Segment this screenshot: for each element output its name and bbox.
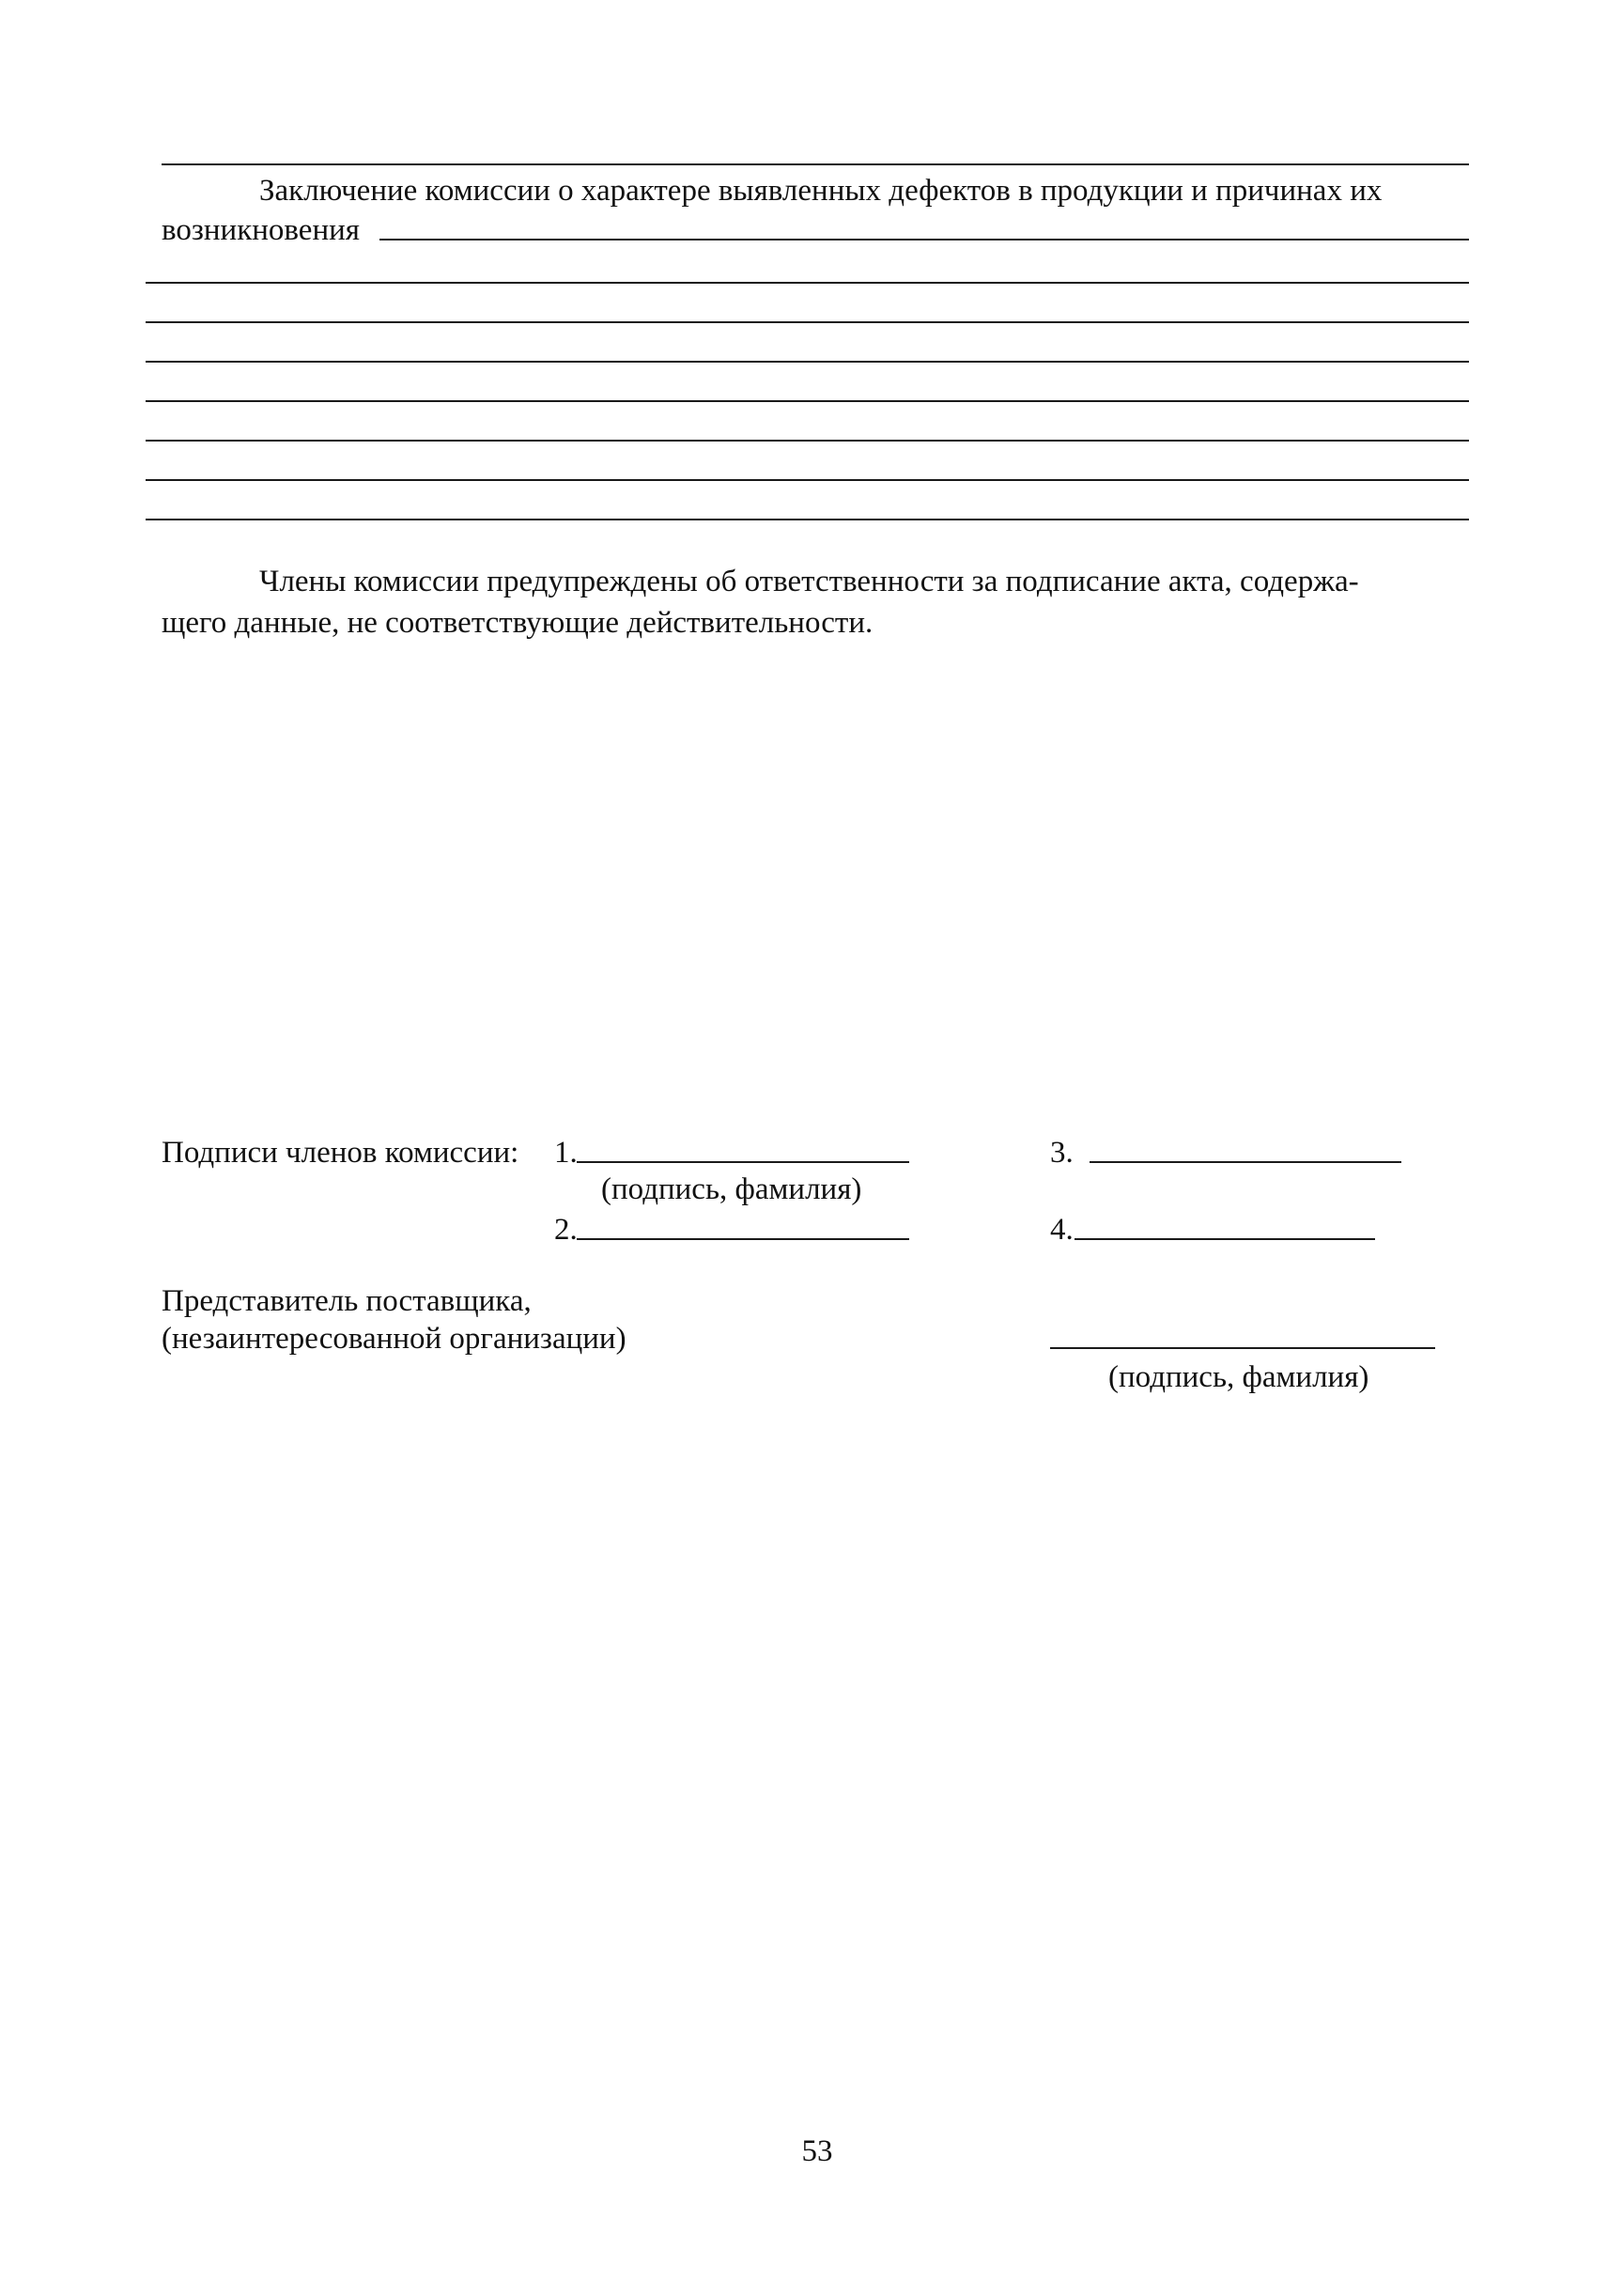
signature-line-1 xyxy=(577,1161,909,1163)
blank-line xyxy=(146,361,1469,363)
blank-line xyxy=(146,479,1469,481)
warning-line-2: щего данные, не соответствующие действительности. xyxy=(162,606,874,640)
signature-number-3: 3. xyxy=(1050,1136,1074,1170)
representative-line-1: Представитель поставщика, xyxy=(162,1284,532,1318)
representative-signature-line xyxy=(1050,1347,1435,1349)
signature-number-1: 1. xyxy=(554,1136,578,1170)
signature-line-4 xyxy=(1075,1238,1375,1240)
warning-line-1: Члены комиссии предупреждены об ответственности за подписание акта, содержа- xyxy=(259,565,1359,598)
conclusion-line-1: Заключение комиссии о характере выявленных дефектов в продукции и причинах их xyxy=(259,174,1383,208)
blank-line xyxy=(146,440,1469,442)
conclusion-fill-line xyxy=(379,239,1469,240)
blank-line xyxy=(146,282,1469,284)
signatures-label: Подписи членов комиссии: xyxy=(162,1136,519,1170)
signature-line-3 xyxy=(1090,1161,1401,1163)
representative-line-2: (незаинтересованной организации) xyxy=(162,1322,626,1356)
signature-number-2: 2. xyxy=(554,1213,578,1247)
page-number: 53 xyxy=(801,2134,833,2168)
conclusion-label: возникновения xyxy=(162,213,360,247)
blank-line xyxy=(146,519,1469,520)
signature-line-2 xyxy=(577,1238,909,1240)
signature-caption: (подпись, фамилия) xyxy=(601,1172,862,1206)
signature-number-4: 4. xyxy=(1050,1213,1074,1247)
blank-line xyxy=(146,400,1469,402)
blank-line xyxy=(146,321,1469,323)
representative-caption: (подпись, фамилия) xyxy=(1108,1360,1369,1394)
top-rule xyxy=(162,163,1469,165)
